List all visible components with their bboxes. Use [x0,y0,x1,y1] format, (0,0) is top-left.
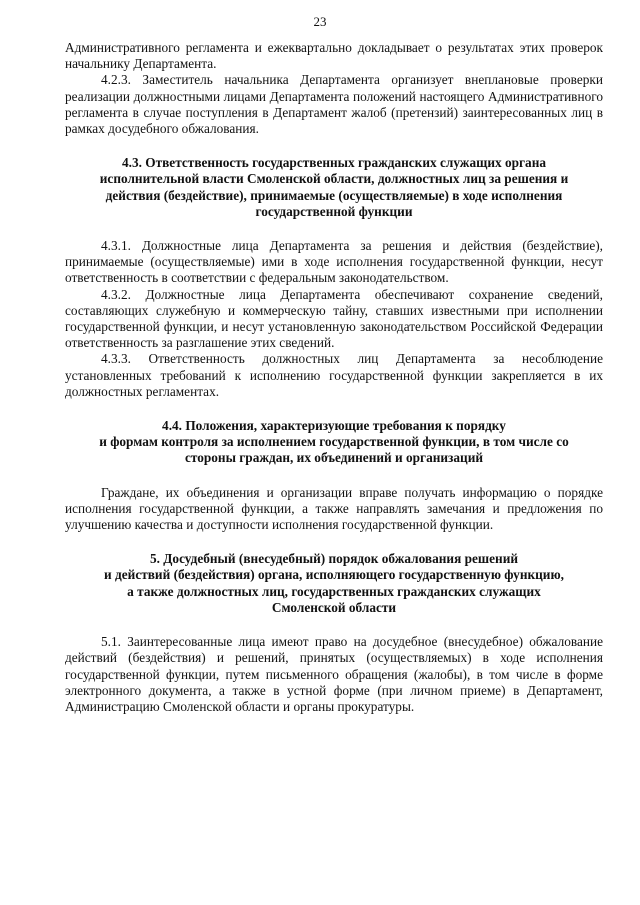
heading-line: Смоленской области [271,599,397,615]
page-number: 23 [313,14,327,29]
paragraph-5-1: 5.1. Заинтересованные лица имеют право на досудебное (внесудебное) обжалование действий (бездействия) и решений, принятых (осуществляемых) в ходе исполнения государственной функции, путем письменного обращения (жалобы), в том числе в форме электронного документа, а также в устной форме (при личном приеме) в Департамент, Администрацию Смоленской области и органы прокуратуры. [65,634,603,714]
section-4-3-heading [65,155,603,220]
heading-line: и действий (бездействия) органа, исполняющего государственную функцию, [104,567,564,583]
heading-line: действия (бездействие), принимаемые (осуществляемые) в ходе исполнения [105,187,563,203]
section-4-4-heading [65,418,603,467]
heading-line: государственной функции [255,203,413,219]
heading-line: стороны граждан, их объединений и организаций [184,450,484,466]
heading-line: а также должностных лиц, государственных гражданских служащих [127,583,541,599]
heading-line: 4.4. Положения, характеризующие требования к порядку [162,418,506,434]
heading-line: исполнительной власти Смоленской области, должностных лиц за решения и [99,171,569,187]
heading-line: 4.3. Ответственность государственных гражданских служащих органа [121,155,547,171]
section-5-heading [65,551,603,616]
paragraph-4-2-3: 4.2.3. Заместитель начальника Департамента организует внеплановые проверки реализации должностными лицами Департамента положений настоящего Административного регламента в случае поступления в Департамент жалоб (претензий) заинтересованных лиц в рамках досудебного обжалования. [65,72,603,137]
paragraph-4-3-2: 4.3.2. Должностные лица Департамента обеспечивают сохранение сведений, составляющих служебную и коммерческую тайну, ставших известными при исполнении государственной функции, и несут установленную законодательством Российской Федерации ответственность за разглашение этих сведений. [65,286,603,351]
paragraph-continuation: Административного регламента и ежеквартально докладывает о результатах этих проверок начальнику Департамента. [65,40,603,72]
heading-line: 5. Досудебный (внесудебный) порядок обжалования решений [149,551,519,567]
document-body [65,40,603,715]
paragraph-4-3-1: 4.3.1. Должностные лица Департамента за решения и действия (бездействие), принимаемые (осуществляемые) ими в ходе исполнения государственной функции, несут ответственность в соответствии с федеральным законодательством. [65,238,603,286]
heading-line: и формам контроля за исполнением государственной функции, в том числе со [99,434,569,450]
paragraph-4-4-body: Граждане, их объединения и организации вправе получать информацию о порядке исполнения государственной функции, а также направлять замечания и предложения по улучшению качества и доступности исполнения государственной функции. [65,484,603,533]
paragraph-4-3-3: 4.3.3. Ответственность должностных лиц Департамента за несоблюдение установленных требований к исполнению государственной функции закрепляется в их должностных регламентах. [65,351,603,399]
